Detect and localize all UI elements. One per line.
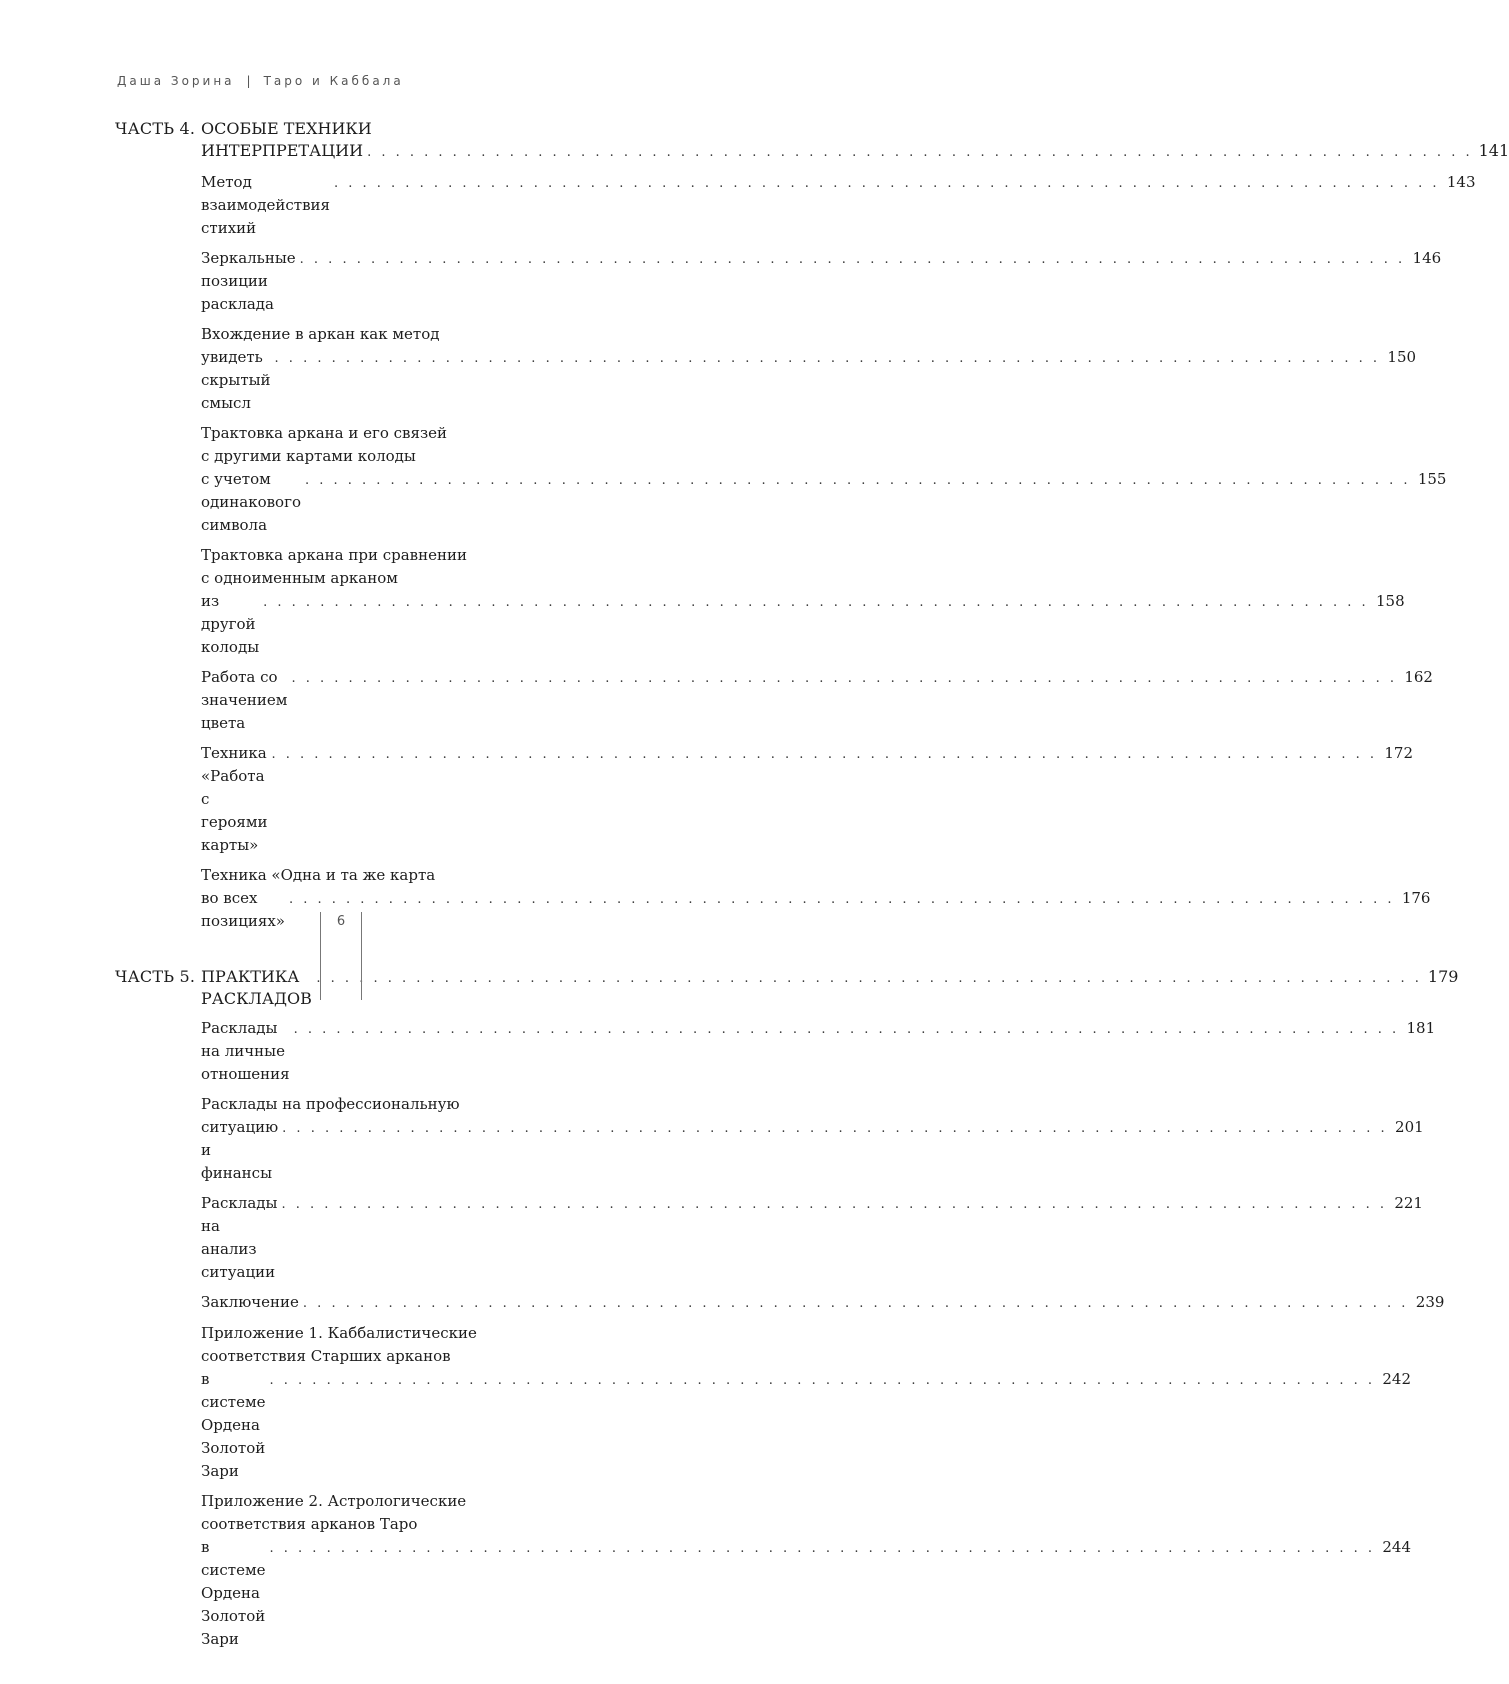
dot-leader — [316, 968, 1422, 990]
toc-entry[interactable] — [201, 544, 1405, 659]
part-title-text: ОСОБЫЕ ТЕХНИКИ — [201, 119, 372, 138]
toc-entry[interactable] — [201, 666, 1433, 735]
part-title — [201, 966, 1458, 1010]
page-ref: 176 — [1401, 889, 1431, 907]
dot-leader — [291, 667, 1397, 690]
entry-line — [201, 887, 1431, 933]
entry-line — [201, 1322, 575, 1345]
entry-title: с другими картами колоды — [201, 447, 416, 465]
page-ref: 150 — [1387, 348, 1417, 366]
entry-line — [201, 590, 1405, 659]
part-title-line — [201, 966, 1458, 1010]
dot-leader — [367, 142, 1473, 164]
entry-list — [201, 1017, 1445, 1651]
dot-leader — [300, 248, 1406, 271]
entry-line — [201, 445, 575, 468]
entry-line — [201, 1192, 1423, 1284]
page-ref: 242 — [1382, 1370, 1412, 1388]
entry-line — [201, 567, 575, 590]
toc-part-1 — [115, 118, 1509, 933]
entry-line — [201, 1536, 1412, 1651]
entry-title: Трактовка аркана при сравнении — [201, 546, 467, 564]
toc-entry[interactable] — [201, 1490, 1412, 1651]
entry-line — [201, 1513, 575, 1536]
entry-title: Приложение 2. Астрологические — [201, 1492, 467, 1510]
entry-title: Трактовка аркана и его связей — [201, 424, 448, 442]
part-title-text: ПРАКТИКА РАСКЛАДОВ — [201, 967, 312, 1008]
entry-title: во всех позициях» — [201, 889, 285, 930]
entry-title: Работа со значением цвета — [201, 668, 288, 732]
entry-line — [201, 468, 1447, 537]
entry-line — [201, 171, 1476, 240]
entry-title: Техника «Работа с героями карты» — [201, 744, 268, 854]
entry-title: соответствия Старших арканов — [201, 1347, 451, 1365]
part-title-text: ИНТЕРПРЕТАЦИИ — [201, 141, 364, 160]
entry-line — [201, 247, 1442, 316]
toc-entry[interactable] — [201, 247, 1442, 316]
entry-line — [201, 1093, 575, 1116]
toc-entry[interactable] — [201, 864, 1431, 933]
book-title: Таро и Каббала — [263, 74, 404, 88]
dot-leader — [289, 888, 1395, 911]
entry-line — [201, 1017, 1436, 1086]
dot-leader — [303, 1292, 1409, 1315]
entry-line — [201, 1345, 575, 1368]
toc-entry[interactable] — [201, 1017, 1436, 1086]
entry-title: соответствия арканов Таро — [201, 1515, 418, 1533]
part-heading[interactable] — [115, 118, 1509, 164]
dot-leader — [294, 1018, 1400, 1041]
page-ref: 155 — [1417, 470, 1447, 488]
entry-line — [201, 422, 575, 445]
page-number: 6 — [336, 914, 346, 929]
entry-title: Зеркальные позиции расклада — [201, 249, 296, 313]
entry-title: ситуацию и финансы — [201, 1118, 279, 1182]
page-ref: 239 — [1415, 1293, 1445, 1311]
entry-line — [201, 666, 1433, 735]
entry-line — [201, 742, 1414, 857]
part-number: ЧАСТЬ 4. — [115, 119, 196, 138]
toc-part-2 — [115, 966, 1459, 1651]
toc-entry[interactable] — [201, 742, 1414, 857]
part-title-line — [201, 118, 1509, 140]
page-footer — [320, 912, 362, 1000]
dot-leader — [263, 591, 1369, 614]
page-ref: 221 — [1394, 1194, 1423, 1212]
entry-title: Расклады на анализ ситуации — [201, 1194, 278, 1281]
entry-title: Расклады на профессиональную — [201, 1095, 460, 1113]
entry-line — [201, 1368, 1412, 1483]
toc-entry[interactable] — [201, 1093, 1424, 1185]
toc-entry[interactable] — [201, 422, 1447, 537]
table-of-contents — [115, 118, 1509, 1684]
entry-list — [201, 171, 1476, 933]
entry-line — [201, 346, 1417, 415]
entry-title: в системе Ордена Золотой Зари — [201, 1538, 266, 1648]
toc-entry[interactable] — [201, 171, 1476, 240]
entry-title: Заключение — [201, 1293, 299, 1311]
dot-leader — [305, 469, 1411, 492]
page-ref: 141 — [1478, 141, 1509, 160]
page-ref: 179 — [1427, 967, 1459, 986]
toc-entry[interactable] — [201, 323, 1417, 415]
entry-title: Приложение 1. Каббалистические — [201, 1324, 477, 1342]
page-ref: 244 — [1382, 1538, 1412, 1556]
entry-line — [201, 864, 575, 887]
entry-title: с учетом одинакового символа — [201, 470, 301, 534]
part-title-line — [201, 140, 1509, 164]
dot-leader — [270, 1369, 1376, 1392]
entry-title: Вхождение в аркан как метод — [201, 325, 440, 343]
running-header — [117, 74, 517, 88]
page-ref: 172 — [1384, 744, 1414, 762]
entry-line — [201, 544, 575, 567]
entry-title: Техника «Одна и та же карта — [201, 866, 436, 884]
header-separator: | — [246, 74, 254, 88]
entry-title: увидеть скрытый смысл — [201, 348, 271, 412]
dot-leader — [281, 1193, 1387, 1216]
page-ref: 158 — [1376, 592, 1405, 610]
page-ref: 181 — [1406, 1019, 1436, 1037]
entry-line — [201, 1116, 1424, 1185]
entry-line — [201, 1490, 575, 1513]
entry-title: с одноименным арканом — [201, 569, 398, 587]
toc-entry[interactable] — [201, 1291, 1445, 1315]
part-number: ЧАСТЬ 5. — [115, 967, 196, 986]
author-name: Даша Зорина — [117, 74, 235, 88]
dot-leader — [282, 1117, 1388, 1140]
toc-entry[interactable] — [201, 1322, 1412, 1483]
entry-title: Метод взаимодействия стихий — [201, 173, 330, 237]
dot-leader — [272, 743, 1378, 766]
entry-title: в системе Ордена Золотой Зари — [201, 1370, 266, 1480]
dot-leader — [270, 1537, 1376, 1560]
page-ref: 146 — [1412, 249, 1442, 267]
toc-entry[interactable] — [201, 1192, 1423, 1284]
page-ref: 201 — [1395, 1118, 1424, 1136]
part-title — [201, 118, 1509, 164]
entry-title: из другой колоды — [201, 592, 260, 656]
page-ref: 162 — [1404, 668, 1433, 686]
entry-title: Расклады на личные отношения — [201, 1019, 290, 1083]
entry-line — [201, 1291, 1445, 1315]
dot-leader — [275, 347, 1381, 370]
entry-line — [201, 323, 575, 346]
dot-leader — [334, 172, 1440, 195]
page-ref: 143 — [1446, 173, 1476, 191]
